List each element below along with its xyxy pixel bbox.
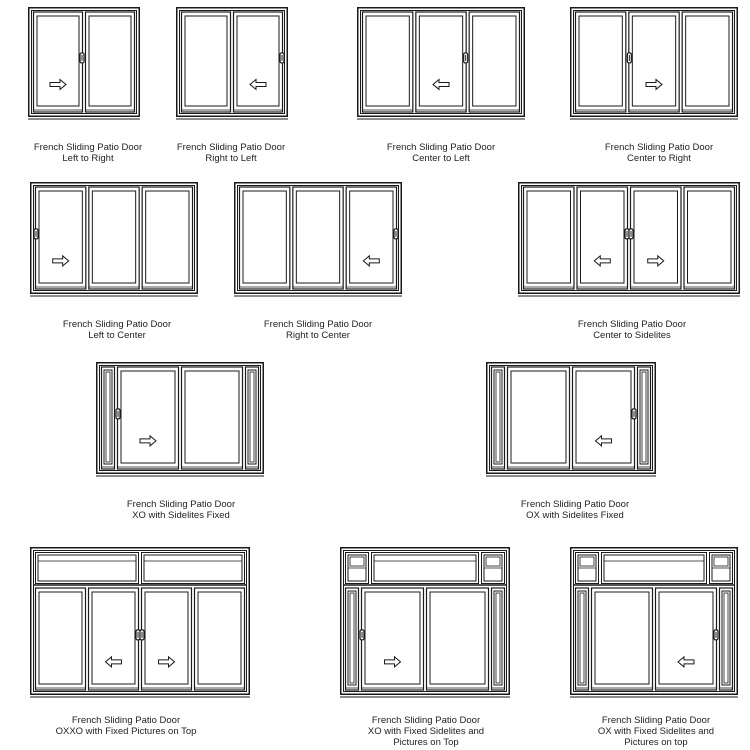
door-handle-icon	[627, 53, 631, 63]
sash-panel	[86, 12, 135, 112]
door-caption	[387, 142, 495, 164]
sash-panel	[36, 588, 86, 690]
sash-panel	[427, 588, 489, 690]
transom-picture	[142, 553, 245, 584]
door-diagram-xo-sidelites-fixed	[96, 362, 264, 478]
arrow-left-icon	[594, 256, 610, 266]
outer-frame	[571, 8, 738, 117]
sash-panel	[116, 367, 179, 469]
arrow-right-icon	[159, 657, 175, 667]
transom-box	[482, 553, 505, 584]
arrow-right-icon	[385, 657, 401, 667]
door-caption	[598, 715, 714, 748]
door-handle-icon	[136, 630, 140, 640]
door-drawing	[486, 362, 656, 478]
sidelite-panel	[492, 367, 505, 469]
door-handle-icon	[464, 53, 468, 63]
door-diagram-right-to-center	[234, 182, 402, 298]
inner-frame	[490, 366, 653, 471]
arrow-right-icon	[140, 436, 156, 446]
door-handle-icon	[34, 229, 38, 239]
door-caption	[177, 142, 285, 164]
door-drawing	[518, 182, 740, 298]
sidelite-panel	[492, 588, 505, 690]
sash-panel	[360, 588, 424, 690]
door-drawing	[176, 7, 288, 121]
inner-frame	[361, 11, 522, 114]
door-drawing	[30, 547, 250, 699]
door-drawing	[28, 7, 140, 121]
arrow-left-icon	[363, 256, 379, 266]
outer-frame	[177, 8, 288, 117]
outer-frame	[31, 183, 198, 294]
sash-panel	[89, 588, 141, 690]
sash-panel	[577, 187, 629, 289]
transom-picture	[372, 553, 479, 584]
door-diagram-oxxo-pictures-on-top	[30, 547, 250, 699]
transom-box	[710, 553, 733, 584]
door-diagram-center-to-sidelites	[518, 182, 740, 298]
sidelite-panel	[720, 588, 733, 690]
caption-line: Right to Center	[286, 330, 350, 341]
door-handle-icon	[629, 229, 633, 239]
sash-panel	[592, 588, 653, 690]
caption-line: French Sliding Patio Door	[126, 499, 236, 510]
door-handle-icon	[360, 630, 364, 640]
sash-panel	[34, 12, 85, 112]
door-diagram-ox-sidelites-pictures-on-top	[570, 547, 738, 699]
transom-picture	[36, 553, 139, 584]
sidelite-panel	[576, 588, 589, 690]
transom-box	[346, 553, 369, 584]
caption-line: French Sliding Patio Door	[604, 142, 714, 153]
door-drawing	[96, 362, 264, 478]
caption-line: Pictures on top	[624, 737, 688, 748]
outer-frame	[358, 8, 525, 117]
door-handle-icon	[140, 630, 144, 640]
door-diagram-xo-sidelites-pictures-on-top	[340, 547, 510, 699]
caption-line: OXXO with Fixed Pictures on Top	[55, 726, 197, 737]
arrow-left-icon	[250, 79, 266, 89]
caption-line: XO with Sidelites Fixed	[132, 510, 230, 521]
caption-line: OX with Fixed Sidelites and	[597, 726, 715, 737]
caption-line: Center to Right	[627, 153, 691, 164]
door-handle-icon	[116, 409, 120, 419]
inner-frame	[100, 366, 261, 471]
door-drawing	[340, 547, 510, 699]
outer-frame	[487, 363, 656, 474]
sidelite-panel	[346, 588, 359, 690]
transom-row	[576, 553, 733, 584]
sidelite-panel	[246, 367, 259, 469]
sash-panel	[524, 187, 575, 289]
door-caption	[578, 319, 686, 341]
door-drawing	[357, 7, 525, 121]
sash-panel	[89, 187, 139, 289]
arrow-left-icon	[106, 657, 122, 667]
caption-line: French Sliding Patio Door	[263, 319, 373, 330]
transom-picture	[602, 553, 707, 584]
caption-line: Center to Left	[412, 153, 470, 164]
sash-panel	[363, 12, 413, 112]
outer-frame	[235, 183, 402, 294]
door-caption	[56, 715, 197, 737]
sash-panel	[346, 187, 398, 289]
door-diagram-center-to-left	[357, 7, 525, 121]
sash-panel	[142, 187, 192, 289]
caption-line: OX with Sidelites Fixed	[526, 510, 624, 521]
sash-panel	[293, 187, 343, 289]
door-drawing	[30, 182, 198, 298]
sash-panel	[469, 12, 519, 112]
sidelite-panel	[638, 367, 651, 469]
arrow-right-icon	[648, 256, 664, 266]
inner-frame	[574, 11, 735, 114]
sash-panel	[656, 588, 719, 690]
sash-panel	[576, 12, 626, 112]
door-handle-icon	[280, 53, 284, 63]
transom-row	[346, 553, 505, 584]
door-handle-icon	[632, 409, 636, 419]
caption-line: Left to Right	[62, 153, 114, 164]
door-diagram-right-to-left	[176, 7, 288, 121]
sash-panel	[234, 12, 285, 112]
door-caption	[605, 142, 713, 164]
door-diagram-left-to-right	[28, 7, 140, 121]
door-diagram-center-to-right	[570, 7, 738, 121]
door-caption	[521, 499, 629, 521]
inner-frame	[344, 551, 507, 692]
outer-frame	[97, 363, 264, 474]
caption-line: Right to Left	[205, 153, 257, 164]
caption-line: French Sliding Patio Door	[386, 142, 496, 153]
sash-panel	[240, 187, 290, 289]
caption-line: French Sliding Patio Door	[62, 319, 172, 330]
sash-panel	[182, 367, 243, 469]
caption-line: Left to Center	[88, 330, 146, 341]
arrow-left-icon	[433, 79, 449, 89]
inner-frame	[34, 186, 195, 291]
door-handle-icon	[714, 630, 718, 640]
door-caption	[34, 142, 142, 164]
caption-line: Center to Sidelites	[593, 330, 671, 341]
inner-frame	[238, 186, 399, 291]
sash-panel	[182, 12, 231, 112]
sash-panel	[682, 12, 732, 112]
sash-panel	[416, 12, 468, 112]
caption-line: XO with Fixed Sidelites and	[367, 726, 485, 737]
door-caption	[264, 319, 372, 341]
caption-line: French Sliding Patio Door	[577, 319, 687, 330]
arrow-left-icon	[678, 657, 694, 667]
sidelite-panel	[102, 367, 115, 469]
sash-panel	[140, 588, 192, 690]
door-caption	[368, 715, 484, 748]
inner-frame	[574, 551, 735, 692]
arrow-left-icon	[596, 436, 612, 446]
sash-panel	[34, 187, 86, 289]
door-caption	[63, 319, 171, 341]
sash-panel	[627, 12, 679, 112]
door-drawing	[570, 7, 738, 121]
transom-row	[36, 553, 245, 584]
caption-line: French Sliding Patio Door	[601, 715, 711, 726]
door-handle-icon	[394, 229, 398, 239]
outer-frame	[31, 548, 250, 695]
caption-line: French Sliding Patio Door	[520, 499, 630, 510]
caption-line: French Sliding Patio Door	[371, 715, 481, 726]
door-diagram-ox-sidelites-fixed	[486, 362, 656, 478]
sash-panel	[195, 588, 245, 690]
arrow-right-icon	[53, 256, 69, 266]
arrow-right-icon	[50, 79, 66, 89]
inner-frame	[180, 11, 285, 114]
door-drawing	[234, 182, 402, 298]
door-caption	[127, 499, 235, 521]
caption-line: French Sliding Patio Door	[176, 142, 286, 153]
door-diagram-left-to-center	[30, 182, 198, 298]
door-drawing	[570, 547, 738, 699]
caption-line: French Sliding Patio Door	[71, 715, 181, 726]
inner-frame	[34, 551, 247, 692]
sash-panel	[573, 367, 637, 469]
caption-line: Pictures on Top	[393, 737, 459, 748]
transom-box	[576, 553, 599, 584]
sash-panel	[508, 367, 570, 469]
caption-line: French Sliding Patio Door	[33, 142, 143, 153]
door-handle-icon	[80, 53, 84, 63]
sash-panel	[684, 187, 735, 289]
arrow-right-icon	[646, 79, 662, 89]
sash-panel	[629, 187, 681, 289]
